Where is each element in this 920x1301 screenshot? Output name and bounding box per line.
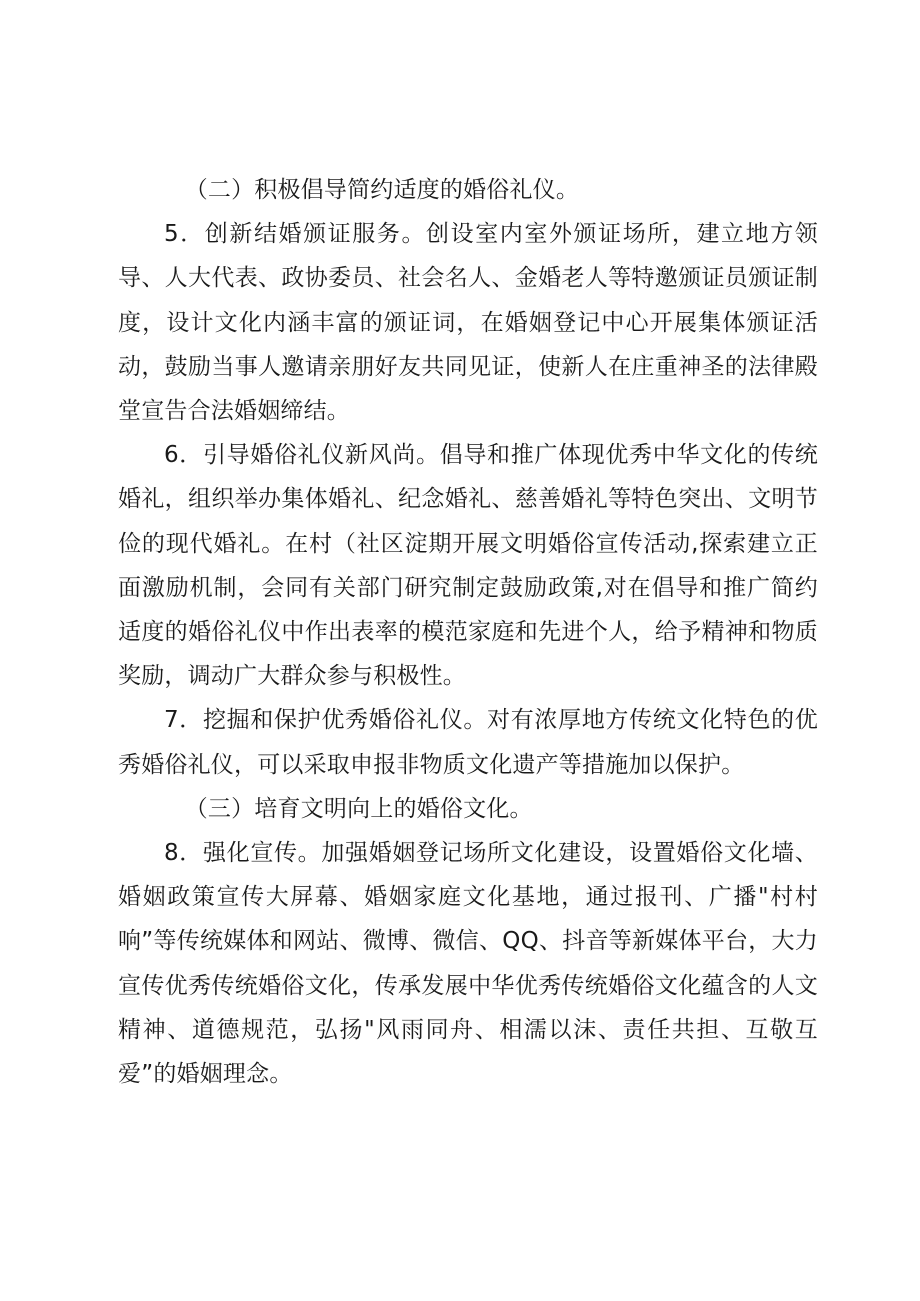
document-body [118,168,818,1096]
sub-heading-3: （三）培育文明向上的婚俗文化。 [184,795,533,822]
paragraph-item-8: 8．强化宣传。加强婚姻登记场所文化建设，设置婚俗文化墙、婚姻政策宣传大屏幕、婚姻家庭文化基地，通过报刊、广播"村村响”等传统媒体和网站、微博、微信、QQ、抖音等新媒体平台，大力宣传优秀传统婚俗文化，传承发展中华优秀传统婚俗文化蕴含的人文精神、道德规范，弘扬"风雨同舟、相濡以沫、责任共担、互敬互爱”的婚姻理念。 [118,840,818,1088]
sub-heading-2: （二）积极倡导简约适度的婚俗礼仪。 [184,177,580,203]
paragraph-item-5: 5．创新结婚颁证服务。创设室内室外颁证场所，建立地方领导、人大代表、政协委员、社会名人、金婚老人等特邀颁证员颁证制度，设计文化内涵丰富的颁证词，在婚姻登记中心开展集体颁证活动，鼓励当事人邀请亲朋好友共同见证，使新人在庄重神圣的法律殿堂宣告合法婚姻缔结。 [118,221,818,425]
paragraph-item-6: 6．引导婚俗礼仪新风尚。倡导和推广体现优秀中华文化的传统婚礼，组织举办集体婚礼、纪念婚礼、慈善婚礼等特色突出、文明节俭的现代婚礼。在村（社区淀期开展文明婚俗宣传活动,探索建立正面激励机制，会同有关部门研究制定鼓励政策,对在倡导和推广简约适度的婚俗礼仪中作出表率的模范家庭和先进个人，给予精神和物质奖励，调动广大群众参与积极性。 [118,442,818,690]
paragraph-item-7: 7．挖掘和保护优秀婚俗礼仪。对有浓厚地方传统文化特色的优秀婚俗礼仪，可以采取申报非物质文化遗产等措施加以保护。 [118,707,818,778]
